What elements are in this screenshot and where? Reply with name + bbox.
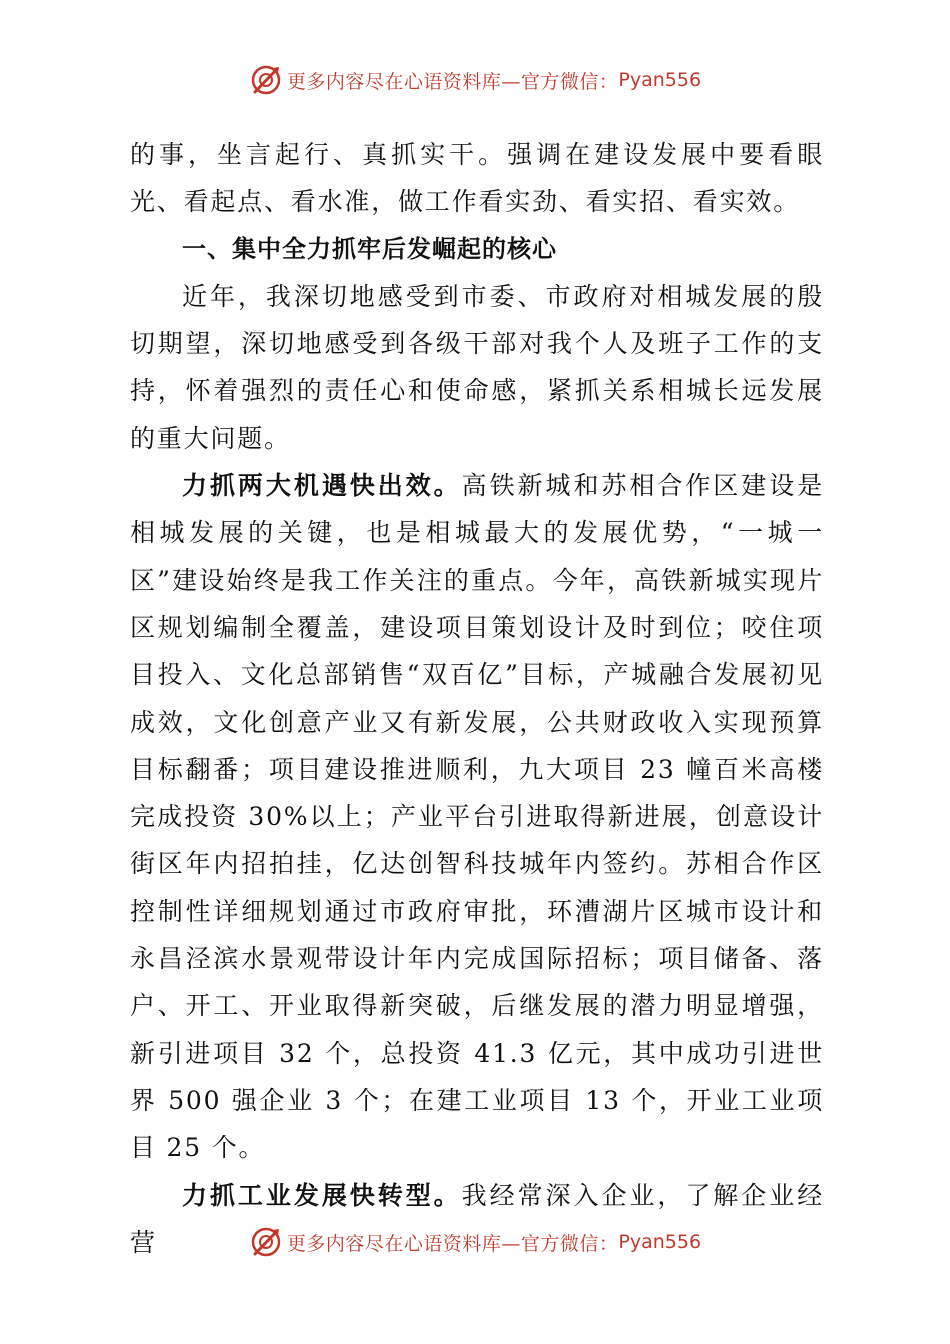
watermark-text: 更多内容尽在心语资料库—官方微信：: [286, 1232, 619, 1255]
paragraph-1: 的事，坐言起行、真抓实干。强调在建设发展中要看眼光、看起点、看水准，做工作看实劲、看实招、看实效。: [130, 140, 824, 217]
watermark-logo-icon: [249, 1225, 283, 1259]
paragraph-3: [130, 462, 824, 1171]
paragraph-4-lead: 力抓工业发展快转型。: [182, 1180, 462, 1210]
watermark-logo-icon: [249, 63, 283, 97]
paragraph-4-body: 我经常深入企业，了解企业经营: [130, 1180, 824, 1257]
paragraph-3-body: 高铁新城和苏相合作区建设是相城发展的关键，也是相城最大的发展优势，“一城一区”建设始终是我工作关注的重点。今年，高铁新城实现片区规划编制全覆盖，建设项目策划设计及时到位；咬住项目投入、文化总部销售“双百亿”目标，产城融合发展初见成效，文化创意产业又有新发展，公共财政收入实现预算目标翻番；项目建设推进顺利，九大项目 23 幢百米高楼完成投资 30%以上；产业平台引进取得新进展，创意设计街区年内招拍挂，亿达创智科技城年内签约。苏相合作区控制性详细规划通过市政府审批，环漕湖片区城市设计和永昌泾滨水景观带设计年内完成国际招标；项目储备、落户、开工、开业取得新突破，后继发展的潜力明显增强，新引进项目 32 个，总投资 41.3 亿元，其中成功引进世界 500 强企业 3 个；在建工业项目 13 个，开业工业项目 25 个。: [130, 471, 824, 1163]
paragraph-3-lead: 力抓两大机遇快出效。: [182, 471, 462, 501]
watermark-wechat-id: Pyan556: [618, 69, 702, 91]
watermark-wechat-id: Pyan556: [618, 1231, 702, 1253]
watermark-text: 更多内容尽在心语资料库—官方微信：: [286, 70, 619, 93]
section-heading-1: 一、集中全力抓牢后发崛起的核心: [182, 234, 557, 263]
document-body: [130, 131, 824, 1266]
watermark-header: [0, 60, 950, 100]
paragraph-2: 近年，我深切地感受到市委、市政府对相城发展的殷切期望，深切地感受到各级干部对我个人及班子工作的支持，怀着强烈的责任心和使命感，紧抓关系相城长远发展的重大问题。: [130, 281, 824, 453]
watermark-footer: [0, 1222, 950, 1262]
